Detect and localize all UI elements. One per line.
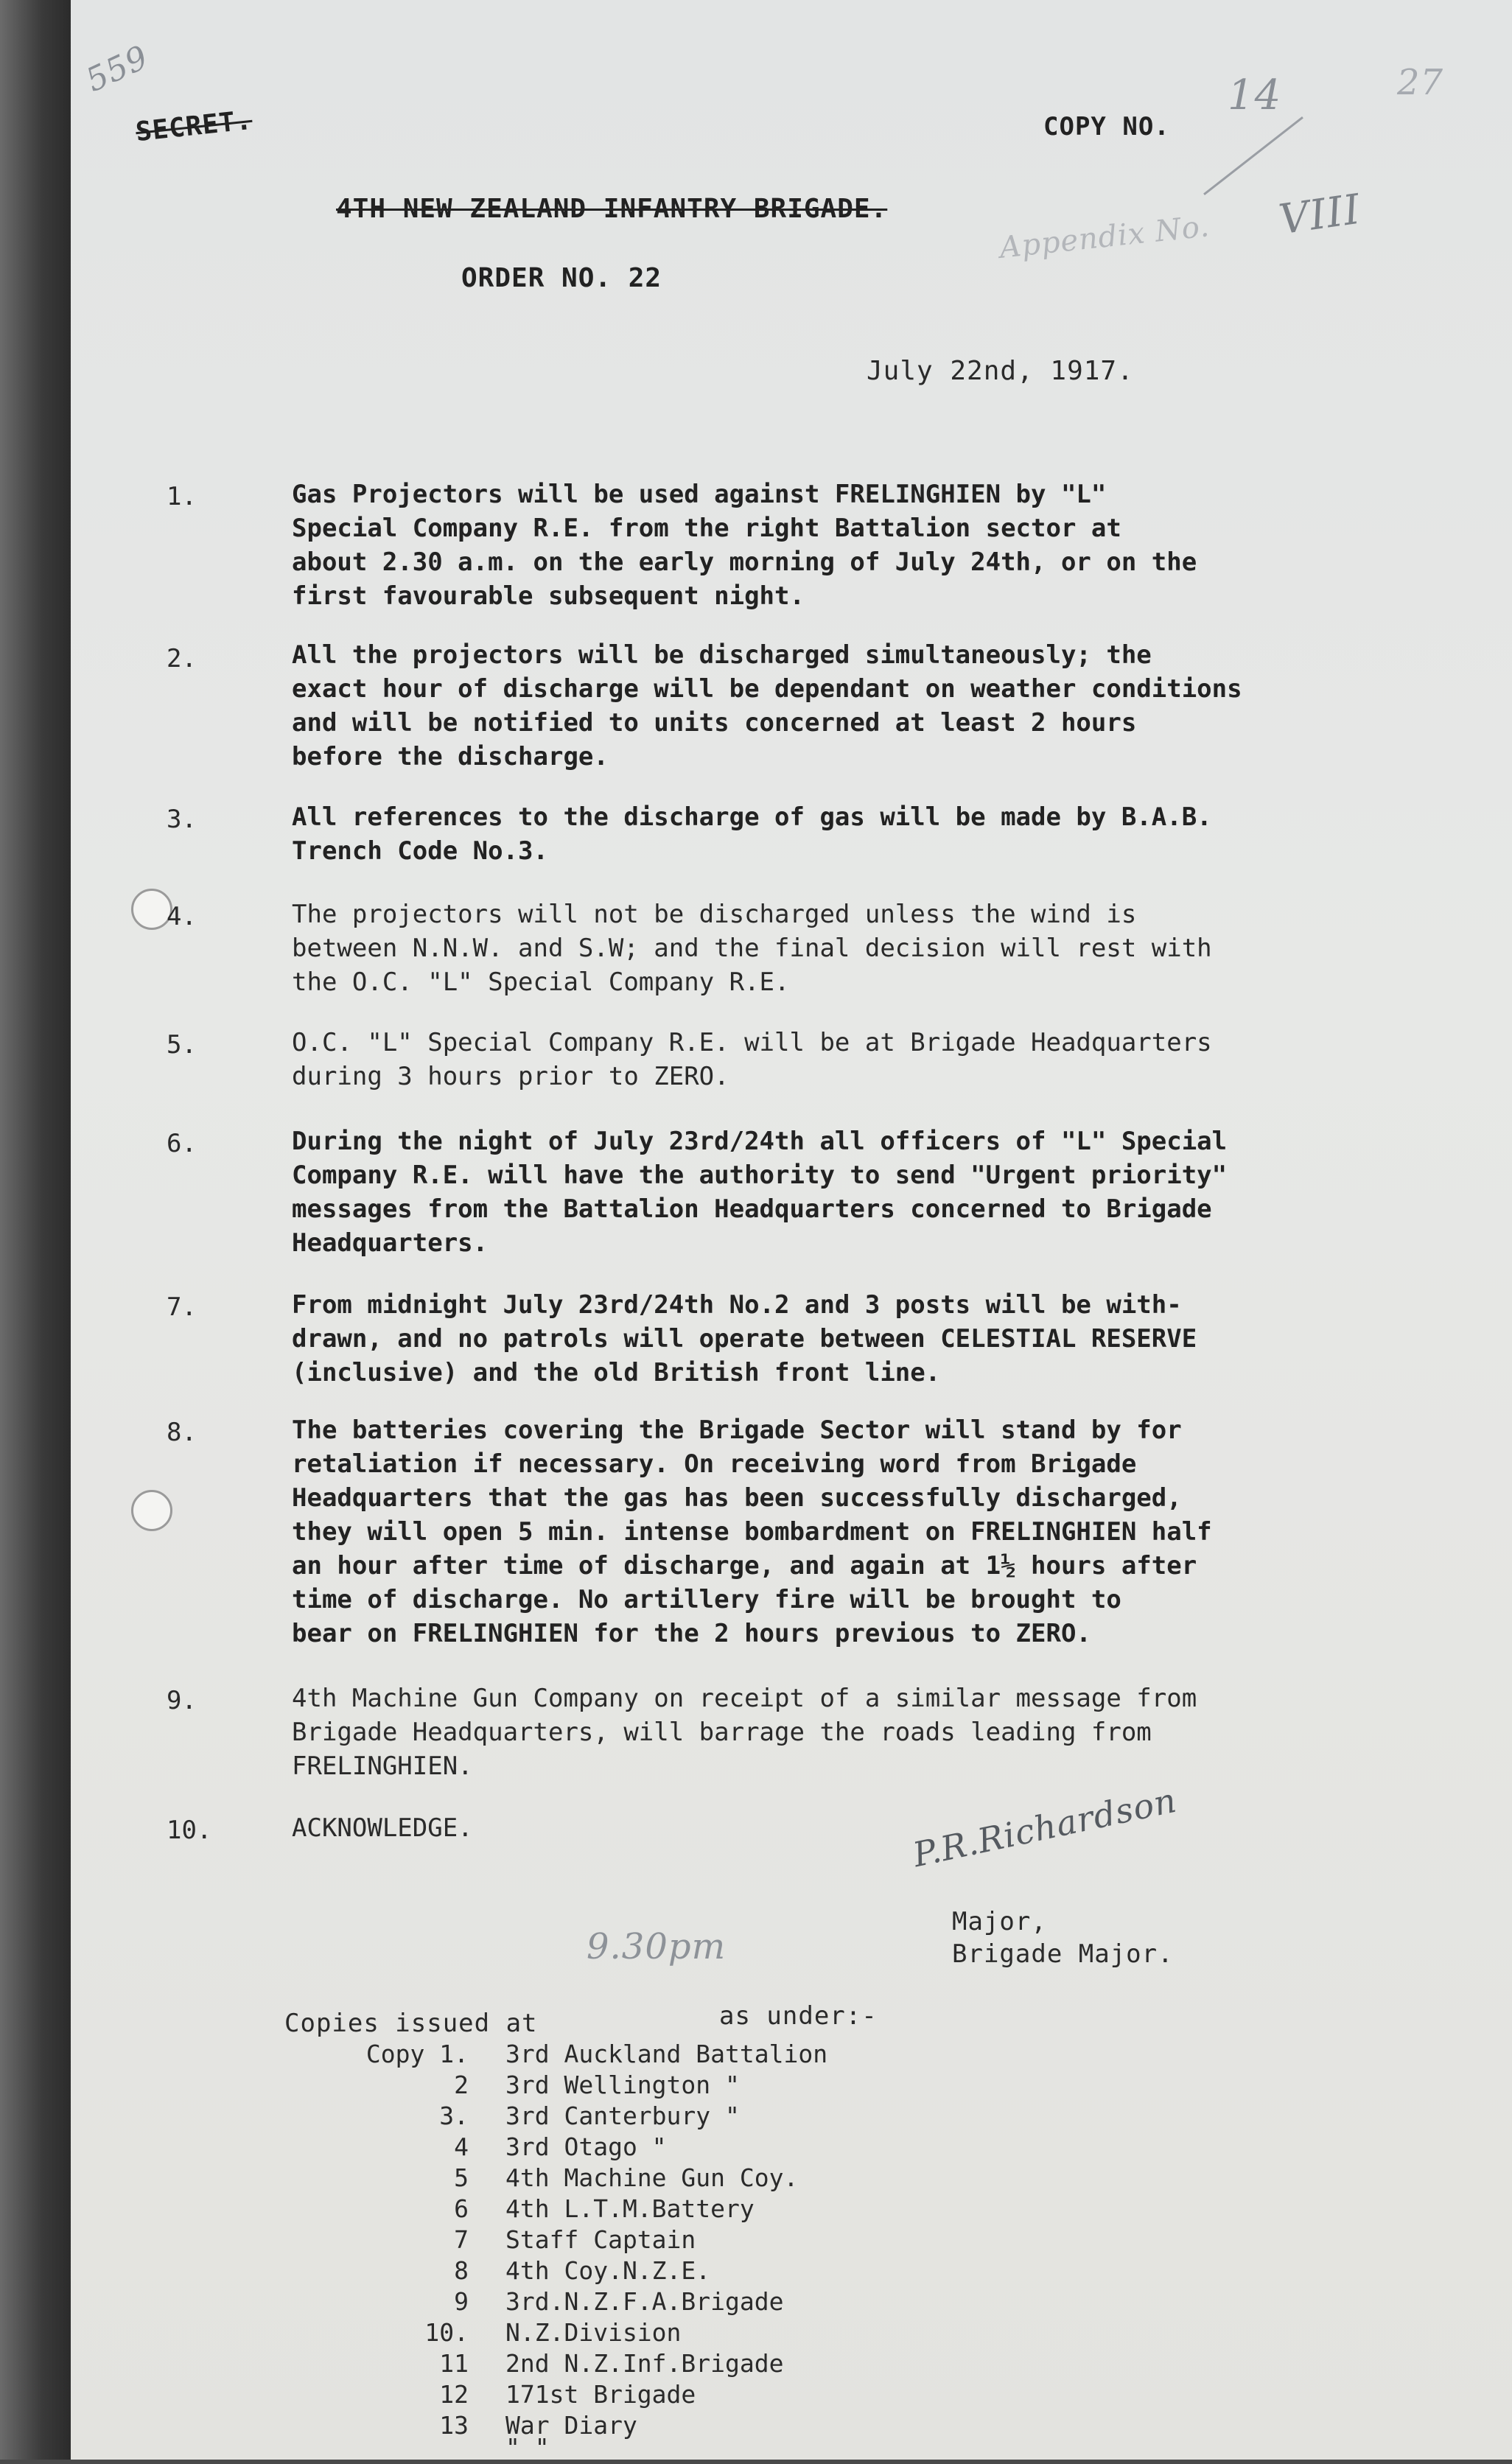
paragraph-number: 7. (167, 1292, 197, 1322)
copy-number: 2 (454, 2071, 469, 2099)
list-item (365, 2131, 1250, 2163)
paragraph-number: 4. (167, 902, 197, 931)
copies-issued-label-right: as under:- (719, 2001, 878, 2031)
copy-number: Copy 1. (365, 2040, 469, 2068)
list-item (365, 2069, 1250, 2101)
copy-number: 12 (439, 2380, 469, 2409)
folio-number: 559 (80, 38, 155, 100)
appendix-number: VIII (1275, 185, 1364, 245)
paragraph-number: 8. (167, 1418, 197, 1447)
issued-time: 9.30pm (587, 1926, 727, 1967)
order-date: July 22nd, 1917. (867, 356, 1134, 386)
order-number: ORDER NO. 22 (461, 263, 662, 293)
copy-recipient: 2nd N.Z.Inf.Brigade (505, 2349, 784, 2378)
copies-issued-label: Copies issued at (284, 2009, 538, 2038)
paragraph-number: 9. (167, 1686, 197, 1715)
paragraph-text: Gas Projectors will be used against FRELINGHIEN by "L" Special Company R.E. from the right Battalion sector at about 2.30 a.m. on the early morning of July 24th, or on the first favourable subsequent night. (292, 480, 1197, 611)
copy-number: 4 (454, 2132, 469, 2161)
copy-number: 11 (439, 2349, 469, 2378)
paragraph-text: O.C. "L" Special Company R.E. will be at Brigade Headquarters during 3 hours prior to ZERO. (292, 1028, 1212, 1091)
list-item (365, 2224, 1250, 2256)
paragraph-text: The batteries covering the Brigade Sector will stand by for retaliation if necessary. On receiving word from Brigade Headquarters that the gas has been successfully discharged, they will open 5 min. intense bombardment on FRELINGHIEN half an hour after time of discharge, and again at 1½ hours after time of discharge. No artillery fire will be brought to bear on FRELINGHIEN for the 2 hours previous to ZERO. (292, 1415, 1212, 1648)
copy-recipient: 171st Brigade (505, 2380, 696, 2409)
copy-recipient: 3rd Otago " (505, 2132, 667, 2161)
copy-number: 5 (454, 2163, 469, 2192)
paragraph-number: 2. (167, 644, 197, 673)
paragraph-text: ACKNOWLEDGE. (292, 1813, 473, 1843)
copy-recipient: N.Z.Division (505, 2318, 682, 2347)
list-item (365, 2432, 1250, 2464)
list-item (365, 2193, 1250, 2225)
copy-recipient: 3rd Canterbury " (505, 2101, 740, 2130)
paragraph-text: All the projectors will be discharged simultaneously; the exact hour of discharge will be dependant on weather conditions and will be notified to units concerned at least 2 hours before the discharge. (292, 640, 1242, 771)
copy-recipient: " " (505, 2433, 550, 2462)
copy-number: 9 (454, 2287, 469, 2316)
copy-recipient: Staff Captain (505, 2225, 696, 2254)
paragraph-number: 1. (167, 482, 197, 511)
list-item (365, 2379, 1250, 2411)
list-item (365, 2255, 1250, 2287)
brigade-heading: 4TH NEW ZEALAND INFANTRY BRIGADE. (336, 194, 888, 224)
appendix-note: Appendix No. (998, 209, 1211, 265)
list-item (365, 2286, 1250, 2318)
copy-number: 13 (439, 2411, 469, 2440)
signatory-title: Brigade Major. (952, 1939, 1174, 1969)
copy-number: 8 (454, 2256, 469, 2285)
list-item (365, 2348, 1250, 2380)
copy-recipient: 3rd Auckland Battalion (505, 2040, 828, 2068)
page-number: 27 (1397, 62, 1444, 103)
copy-number-stroke (1203, 116, 1303, 195)
list-item (365, 2100, 1250, 2132)
signatory-rank: Major, (952, 1907, 1047, 1936)
copy-recipient: 3rd.N.Z.F.A.Brigade (505, 2287, 784, 2316)
copy-recipient: 4th Machine Gun Coy. (505, 2163, 799, 2192)
list-item (365, 2317, 1250, 2349)
copy-number: 3. (439, 2101, 469, 2130)
copy-recipient: 3rd Wellington " (505, 2071, 740, 2099)
copy-number: 10. (424, 2318, 469, 2347)
copy-number: 6 (454, 2194, 469, 2223)
paragraph-text: 4th Machine Gun Company on receipt of a similar message from Brigade Headquarters, will barrage the roads leading from FRELINGHIEN. (292, 1684, 1197, 1781)
copy-number: 7 (454, 2225, 469, 2254)
copy-number: 14 (1228, 71, 1282, 119)
copy-recipient: 4th L.T.M.Battery (505, 2194, 755, 2223)
copy-label: COPY NO. (1043, 112, 1170, 141)
paragraph-number: 5. (167, 1030, 197, 1060)
paragraph-number: 10. (167, 1816, 212, 1845)
document-page (71, 0, 1512, 2460)
paragraph-text: During the night of July 23rd/24th all officers of "L" Special Company R.E. will have the authority to send "Urgent priority" messages from the Battalion Headquarters concerned to Brigade Headquarters. (292, 1127, 1228, 1258)
paragraph-text: From midnight July 23rd/24th No.2 and 3 posts will be with- drawn, and no patrols will operate between CELESTIAL RESERVE (inclusive) and the old British front line. (292, 1290, 1197, 1387)
paragraph-number: 6. (167, 1129, 197, 1158)
list-item (365, 2162, 1250, 2194)
signature-scrawl: P.R.Richardson (909, 1779, 1180, 1875)
list-item (365, 2038, 1250, 2071)
binder-edge (0, 0, 71, 2460)
copy-recipient: War Diary (505, 2411, 637, 2440)
punch-hole-lower (131, 1490, 172, 1531)
classification-stamp: SECRET. (134, 105, 254, 148)
copy-recipient: 4th Coy.N.Z.E. (505, 2256, 711, 2285)
paragraph-number: 3. (167, 805, 197, 834)
paragraph-text: All references to the discharge of gas will be made by B.A.B. Trench Code No.3. (292, 802, 1212, 866)
paragraph-text: The projectors will not be discharged unless the wind is between N.N.W. and S.W; and the final decision will rest with the O.C. "L" Special Company R.E. (292, 900, 1212, 997)
